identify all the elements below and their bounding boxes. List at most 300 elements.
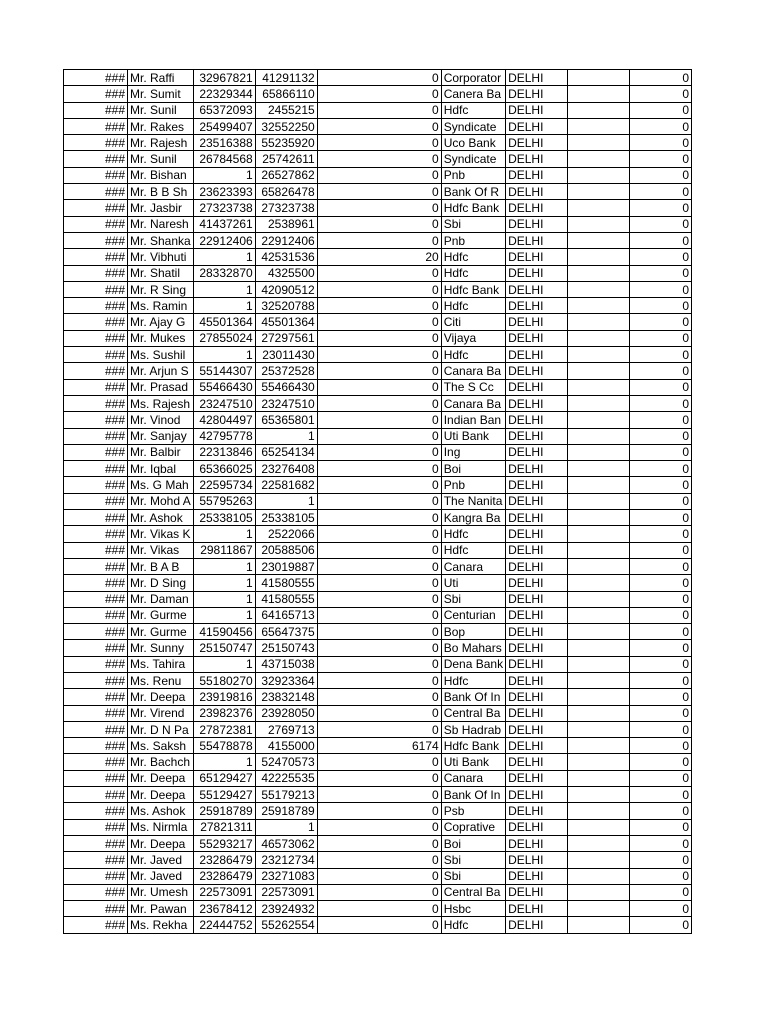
city-cell[interactable]: DELHI — [506, 70, 568, 86]
value-cell[interactable]: 0 — [630, 444, 692, 460]
date-cell[interactable]: ### — [64, 558, 128, 574]
blank-cell[interactable] — [568, 819, 630, 835]
phone-1-cell[interactable]: 25918789 — [193, 803, 255, 819]
city-cell[interactable]: DELHI — [506, 901, 568, 917]
phone-2-cell[interactable]: 1 — [255, 819, 317, 835]
blank-cell[interactable] — [568, 200, 630, 216]
value-cell[interactable]: 0 — [630, 819, 692, 835]
amount-cell[interactable]: 0 — [317, 167, 441, 183]
value-cell[interactable]: 0 — [630, 787, 692, 803]
bank-cell[interactable]: Hdfc — [441, 542, 505, 558]
date-cell[interactable]: ### — [64, 200, 128, 216]
name-cell[interactable]: Mr. Bachch — [128, 754, 194, 770]
bank-cell[interactable]: The Nanita — [441, 493, 505, 509]
date-cell[interactable]: ### — [64, 656, 128, 672]
amount-cell[interactable]: 0 — [317, 640, 441, 656]
blank-cell[interactable] — [568, 281, 630, 297]
date-cell[interactable]: ### — [64, 754, 128, 770]
amount-cell[interactable]: 0 — [317, 493, 441, 509]
blank-cell[interactable] — [568, 363, 630, 379]
blank-cell[interactable] — [568, 656, 630, 672]
phone-1-cell[interactable]: 23286479 — [193, 852, 255, 868]
date-cell[interactable]: ### — [64, 542, 128, 558]
city-cell[interactable]: DELHI — [506, 363, 568, 379]
phone-2-cell[interactable]: 32520788 — [255, 298, 317, 314]
name-cell[interactable]: Mr. B B Sh — [128, 184, 194, 200]
value-cell[interactable]: 0 — [630, 281, 692, 297]
date-cell[interactable]: ### — [64, 102, 128, 118]
city-cell[interactable]: DELHI — [506, 477, 568, 493]
name-cell[interactable]: Ms. Rekha — [128, 917, 194, 933]
phone-1-cell[interactable]: 65129427 — [193, 770, 255, 786]
bank-cell[interactable]: Psb — [441, 803, 505, 819]
amount-cell[interactable]: 0 — [317, 770, 441, 786]
date-cell[interactable]: ### — [64, 216, 128, 232]
phone-2-cell[interactable]: 4155000 — [255, 738, 317, 754]
value-cell[interactable]: 0 — [630, 868, 692, 884]
name-cell[interactable]: Mr. R Sing — [128, 281, 194, 297]
value-cell[interactable]: 0 — [630, 151, 692, 167]
bank-cell[interactable]: Hdfc Bank — [441, 738, 505, 754]
name-cell[interactable]: Mr. Vikas K — [128, 526, 194, 542]
phone-1-cell[interactable]: 23516388 — [193, 135, 255, 151]
value-cell[interactable]: 0 — [630, 167, 692, 183]
name-cell[interactable]: Mr. Sunil — [128, 102, 194, 118]
blank-cell[interactable] — [568, 689, 630, 705]
phone-1-cell[interactable]: 55180270 — [193, 672, 255, 688]
name-cell[interactable]: Mr. Umesh — [128, 884, 194, 900]
name-cell[interactable]: Mr. Mukes — [128, 330, 194, 346]
amount-cell[interactable]: 0 — [317, 330, 441, 346]
phone-2-cell[interactable]: 23247510 — [255, 395, 317, 411]
name-cell[interactable]: Mr. Rakes — [128, 118, 194, 134]
amount-cell[interactable]: 0 — [317, 575, 441, 591]
date-cell[interactable]: ### — [64, 689, 128, 705]
city-cell[interactable]: DELHI — [506, 86, 568, 102]
name-cell[interactable]: Mr. Vinod — [128, 412, 194, 428]
city-cell[interactable]: DELHI — [506, 819, 568, 835]
bank-cell[interactable]: Pnb — [441, 477, 505, 493]
city-cell[interactable]: DELHI — [506, 738, 568, 754]
name-cell[interactable]: Mr. Vikas — [128, 542, 194, 558]
blank-cell[interactable] — [568, 607, 630, 623]
amount-cell[interactable]: 0 — [317, 151, 441, 167]
amount-cell[interactable]: 0 — [317, 379, 441, 395]
bank-cell[interactable]: Bank Of R — [441, 184, 505, 200]
blank-cell[interactable] — [568, 118, 630, 134]
phone-1-cell[interactable]: 1 — [193, 249, 255, 265]
amount-cell[interactable]: 0 — [317, 412, 441, 428]
blank-cell[interactable] — [568, 803, 630, 819]
phone-2-cell[interactable]: 43715038 — [255, 656, 317, 672]
date-cell[interactable]: ### — [64, 363, 128, 379]
phone-1-cell[interactable]: 55129427 — [193, 787, 255, 803]
bank-cell[interactable]: Hdfc — [441, 347, 505, 363]
date-cell[interactable]: ### — [64, 672, 128, 688]
name-cell[interactable]: Mr. Sumit — [128, 86, 194, 102]
amount-cell[interactable]: 0 — [317, 86, 441, 102]
value-cell[interactable]: 0 — [630, 265, 692, 281]
value-cell[interactable]: 0 — [630, 852, 692, 868]
amount-cell[interactable]: 0 — [317, 835, 441, 851]
phone-2-cell[interactable]: 20588506 — [255, 542, 317, 558]
phone-1-cell[interactable]: 23247510 — [193, 395, 255, 411]
blank-cell[interactable] — [568, 852, 630, 868]
blank-cell[interactable] — [568, 330, 630, 346]
phone-1-cell[interactable]: 42804497 — [193, 412, 255, 428]
value-cell[interactable]: 0 — [630, 901, 692, 917]
value-cell[interactable]: 0 — [630, 249, 692, 265]
name-cell[interactable]: Mr. B A B — [128, 558, 194, 574]
phone-1-cell[interactable]: 23678412 — [193, 901, 255, 917]
bank-cell[interactable]: Hdfc — [441, 102, 505, 118]
date-cell[interactable]: ### — [64, 607, 128, 623]
blank-cell[interactable] — [568, 738, 630, 754]
phone-1-cell[interactable]: 55144307 — [193, 363, 255, 379]
city-cell[interactable]: DELHI — [506, 200, 568, 216]
name-cell[interactable]: Mr. Deepa — [128, 770, 194, 786]
phone-2-cell[interactable]: 52470573 — [255, 754, 317, 770]
bank-cell[interactable]: Vijaya — [441, 330, 505, 346]
value-cell[interactable]: 0 — [630, 379, 692, 395]
blank-cell[interactable] — [568, 526, 630, 542]
amount-cell[interactable]: 20 — [317, 249, 441, 265]
phone-2-cell[interactable]: 27297561 — [255, 330, 317, 346]
phone-2-cell[interactable]: 42531536 — [255, 249, 317, 265]
value-cell[interactable]: 0 — [630, 428, 692, 444]
amount-cell[interactable]: 0 — [317, 542, 441, 558]
date-cell[interactable]: ### — [64, 151, 128, 167]
amount-cell[interactable]: 0 — [317, 232, 441, 248]
blank-cell[interactable] — [568, 167, 630, 183]
phone-2-cell[interactable]: 64165713 — [255, 607, 317, 623]
phone-1-cell[interactable]: 22912406 — [193, 232, 255, 248]
name-cell[interactable]: Mr. Deepa — [128, 689, 194, 705]
bank-cell[interactable]: Boi — [441, 835, 505, 851]
date-cell[interactable]: ### — [64, 884, 128, 900]
name-cell[interactable]: Mr. Sanjay — [128, 428, 194, 444]
name-cell[interactable]: Mr. Iqbal — [128, 461, 194, 477]
phone-2-cell[interactable]: 27323738 — [255, 200, 317, 216]
phone-2-cell[interactable]: 22573091 — [255, 884, 317, 900]
phone-1-cell[interactable]: 1 — [193, 347, 255, 363]
date-cell[interactable]: ### — [64, 624, 128, 640]
blank-cell[interactable] — [568, 884, 630, 900]
amount-cell[interactable]: 0 — [317, 477, 441, 493]
city-cell[interactable]: DELHI — [506, 770, 568, 786]
date-cell[interactable]: ### — [64, 167, 128, 183]
bank-cell[interactable]: Hdfc — [441, 672, 505, 688]
city-cell[interactable]: DELHI — [506, 428, 568, 444]
phone-1-cell[interactable]: 27872381 — [193, 721, 255, 737]
phone-1-cell[interactable]: 65366025 — [193, 461, 255, 477]
name-cell[interactable]: Mr. Bishan — [128, 167, 194, 183]
value-cell[interactable]: 0 — [630, 330, 692, 346]
value-cell[interactable]: 0 — [630, 672, 692, 688]
phone-1-cell[interactable]: 28332870 — [193, 265, 255, 281]
name-cell[interactable]: Mr. Pawan — [128, 901, 194, 917]
city-cell[interactable]: DELHI — [506, 558, 568, 574]
phone-2-cell[interactable]: 65866110 — [255, 86, 317, 102]
date-cell[interactable]: ### — [64, 118, 128, 134]
date-cell[interactable]: ### — [64, 249, 128, 265]
value-cell[interactable]: 0 — [630, 298, 692, 314]
bank-cell[interactable]: Pnb — [441, 167, 505, 183]
value-cell[interactable]: 0 — [630, 607, 692, 623]
date-cell[interactable]: ### — [64, 428, 128, 444]
phone-2-cell[interactable]: 23832148 — [255, 689, 317, 705]
city-cell[interactable]: DELHI — [506, 379, 568, 395]
date-cell[interactable]: ### — [64, 575, 128, 591]
name-cell[interactable]: Ms. Saksh — [128, 738, 194, 754]
value-cell[interactable]: 0 — [630, 86, 692, 102]
blank-cell[interactable] — [568, 102, 630, 118]
amount-cell[interactable]: 0 — [317, 298, 441, 314]
blank-cell[interactable] — [568, 591, 630, 607]
bank-cell[interactable]: Hdfc — [441, 249, 505, 265]
value-cell[interactable]: 0 — [630, 803, 692, 819]
name-cell[interactable]: Mr. Prasad — [128, 379, 194, 395]
amount-cell[interactable]: 0 — [317, 347, 441, 363]
city-cell[interactable]: DELHI — [506, 624, 568, 640]
name-cell[interactable]: Mr. Raffi — [128, 70, 194, 86]
phone-2-cell[interactable]: 25372528 — [255, 363, 317, 379]
amount-cell[interactable]: 0 — [317, 787, 441, 803]
phone-2-cell[interactable]: 55262554 — [255, 917, 317, 933]
city-cell[interactable]: DELHI — [506, 135, 568, 151]
phone-1-cell[interactable]: 42795778 — [193, 428, 255, 444]
name-cell[interactable]: Mr. Javed — [128, 852, 194, 868]
bank-cell[interactable]: Hdfc Bank — [441, 281, 505, 297]
city-cell[interactable]: DELHI — [506, 640, 568, 656]
phone-1-cell[interactable]: 1 — [193, 754, 255, 770]
bank-cell[interactable]: Centurian — [441, 607, 505, 623]
value-cell[interactable]: 0 — [630, 216, 692, 232]
date-cell[interactable]: ### — [64, 510, 128, 526]
bank-cell[interactable]: Hdfc — [441, 917, 505, 933]
value-cell[interactable]: 0 — [630, 363, 692, 379]
blank-cell[interactable] — [568, 868, 630, 884]
city-cell[interactable]: DELHI — [506, 542, 568, 558]
date-cell[interactable]: ### — [64, 770, 128, 786]
date-cell[interactable]: ### — [64, 86, 128, 102]
phone-1-cell[interactable]: 1 — [193, 575, 255, 591]
city-cell[interactable]: DELHI — [506, 884, 568, 900]
phone-1-cell[interactable]: 22329344 — [193, 86, 255, 102]
value-cell[interactable]: 0 — [630, 917, 692, 933]
value-cell[interactable]: 0 — [630, 412, 692, 428]
blank-cell[interactable] — [568, 428, 630, 444]
blank-cell[interactable] — [568, 314, 630, 330]
phone-1-cell[interactable]: 27821311 — [193, 819, 255, 835]
blank-cell[interactable] — [568, 721, 630, 737]
city-cell[interactable]: DELHI — [506, 787, 568, 803]
name-cell[interactable]: Mr. Rajesh — [128, 135, 194, 151]
amount-cell[interactable]: 0 — [317, 624, 441, 640]
blank-cell[interactable] — [568, 575, 630, 591]
date-cell[interactable]: ### — [64, 347, 128, 363]
date-cell[interactable]: ### — [64, 787, 128, 803]
phone-1-cell[interactable]: 55795263 — [193, 493, 255, 509]
amount-cell[interactable]: 0 — [317, 884, 441, 900]
amount-cell[interactable]: 0 — [317, 803, 441, 819]
amount-cell[interactable]: 0 — [317, 461, 441, 477]
city-cell[interactable]: DELHI — [506, 721, 568, 737]
city-cell[interactable]: DELHI — [506, 151, 568, 167]
city-cell[interactable]: DELHI — [506, 461, 568, 477]
name-cell[interactable]: Mr. Arjun S — [128, 363, 194, 379]
phone-1-cell[interactable]: 29811867 — [193, 542, 255, 558]
phone-1-cell[interactable]: 1 — [193, 526, 255, 542]
phone-2-cell[interactable]: 22912406 — [255, 232, 317, 248]
name-cell[interactable]: Ms. Ashok — [128, 803, 194, 819]
bank-cell[interactable]: Boi — [441, 461, 505, 477]
amount-cell[interactable]: 0 — [317, 656, 441, 672]
name-cell[interactable]: Mr. Mohd A — [128, 493, 194, 509]
bank-cell[interactable]: Uti Bank — [441, 754, 505, 770]
bank-cell[interactable]: Citi — [441, 314, 505, 330]
city-cell[interactable]: DELHI — [506, 754, 568, 770]
bank-cell[interactable]: Central Ba — [441, 705, 505, 721]
city-cell[interactable]: DELHI — [506, 607, 568, 623]
bank-cell[interactable]: Sbi — [441, 868, 505, 884]
phone-2-cell[interactable]: 25742611 — [255, 151, 317, 167]
date-cell[interactable]: ### — [64, 901, 128, 917]
city-cell[interactable]: DELHI — [506, 314, 568, 330]
name-cell[interactable]: Mr. Javed — [128, 868, 194, 884]
blank-cell[interactable] — [568, 265, 630, 281]
phone-2-cell[interactable]: 32923364 — [255, 672, 317, 688]
name-cell[interactable]: Mr. D N Pa — [128, 721, 194, 737]
city-cell[interactable]: DELHI — [506, 265, 568, 281]
amount-cell[interactable]: 0 — [317, 184, 441, 200]
bank-cell[interactable]: Hdfc — [441, 265, 505, 281]
phone-1-cell[interactable]: 23286479 — [193, 868, 255, 884]
bank-cell[interactable]: Sbi — [441, 216, 505, 232]
date-cell[interactable]: ### — [64, 135, 128, 151]
name-cell[interactable]: Mr. Ajay G — [128, 314, 194, 330]
name-cell[interactable]: Mr. Virend — [128, 705, 194, 721]
name-cell[interactable]: Mr. Sunny — [128, 640, 194, 656]
blank-cell[interactable] — [568, 770, 630, 786]
date-cell[interactable]: ### — [64, 917, 128, 933]
city-cell[interactable]: DELHI — [506, 444, 568, 460]
city-cell[interactable]: DELHI — [506, 852, 568, 868]
name-cell[interactable]: Mr. Ashok — [128, 510, 194, 526]
amount-cell[interactable]: 0 — [317, 672, 441, 688]
value-cell[interactable]: 0 — [630, 510, 692, 526]
phone-2-cell[interactable]: 25338105 — [255, 510, 317, 526]
phone-1-cell[interactable]: 55466430 — [193, 379, 255, 395]
value-cell[interactable]: 0 — [630, 314, 692, 330]
amount-cell[interactable]: 0 — [317, 363, 441, 379]
amount-cell[interactable]: 0 — [317, 510, 441, 526]
date-cell[interactable]: ### — [64, 412, 128, 428]
name-cell[interactable]: Ms. Tahira — [128, 656, 194, 672]
date-cell[interactable]: ### — [64, 835, 128, 851]
phone-2-cell[interactable]: 41580555 — [255, 591, 317, 607]
date-cell[interactable]: ### — [64, 819, 128, 835]
phone-2-cell[interactable]: 55466430 — [255, 379, 317, 395]
city-cell[interactable]: DELHI — [506, 298, 568, 314]
blank-cell[interactable] — [568, 151, 630, 167]
bank-cell[interactable]: Dena Bank — [441, 656, 505, 672]
amount-cell[interactable]: 0 — [317, 819, 441, 835]
date-cell[interactable]: ### — [64, 493, 128, 509]
bank-cell[interactable]: Bo Mahars — [441, 640, 505, 656]
date-cell[interactable]: ### — [64, 461, 128, 477]
blank-cell[interactable] — [568, 705, 630, 721]
date-cell[interactable]: ### — [64, 314, 128, 330]
city-cell[interactable]: DELHI — [506, 249, 568, 265]
name-cell[interactable]: Mr. Naresh — [128, 216, 194, 232]
date-cell[interactable]: ### — [64, 705, 128, 721]
bank-cell[interactable]: Hsbc — [441, 901, 505, 917]
bank-cell[interactable]: The S Cc — [441, 379, 505, 395]
phone-2-cell[interactable]: 25150743 — [255, 640, 317, 656]
amount-cell[interactable]: 0 — [317, 901, 441, 917]
blank-cell[interactable] — [568, 249, 630, 265]
bank-cell[interactable]: Kangra Ba — [441, 510, 505, 526]
value-cell[interactable]: 0 — [630, 705, 692, 721]
city-cell[interactable]: DELHI — [506, 672, 568, 688]
amount-cell[interactable]: 0 — [317, 607, 441, 623]
blank-cell[interactable] — [568, 412, 630, 428]
bank-cell[interactable]: Syndicate — [441, 151, 505, 167]
city-cell[interactable]: DELHI — [506, 510, 568, 526]
value-cell[interactable]: 0 — [630, 70, 692, 86]
date-cell[interactable]: ### — [64, 444, 128, 460]
phone-2-cell[interactable]: 23928050 — [255, 705, 317, 721]
bank-cell[interactable]: Canara — [441, 770, 505, 786]
city-cell[interactable]: DELHI — [506, 395, 568, 411]
value-cell[interactable]: 0 — [630, 689, 692, 705]
blank-cell[interactable] — [568, 379, 630, 395]
value-cell[interactable]: 0 — [630, 656, 692, 672]
amount-cell[interactable]: 0 — [317, 428, 441, 444]
name-cell[interactable]: Ms. Renu — [128, 672, 194, 688]
phone-2-cell[interactable]: 22581682 — [255, 477, 317, 493]
name-cell[interactable]: Ms. Sushil — [128, 347, 194, 363]
city-cell[interactable]: DELHI — [506, 705, 568, 721]
phone-2-cell[interactable]: 23212734 — [255, 852, 317, 868]
amount-cell[interactable]: 0 — [317, 135, 441, 151]
phone-2-cell[interactable]: 65647375 — [255, 624, 317, 640]
bank-cell[interactable]: Syndicate — [441, 118, 505, 134]
blank-cell[interactable] — [568, 672, 630, 688]
name-cell[interactable]: Mr. Deepa — [128, 787, 194, 803]
value-cell[interactable]: 0 — [630, 721, 692, 737]
amount-cell[interactable]: 0 — [317, 721, 441, 737]
name-cell[interactable]: Mr. Gurme — [128, 607, 194, 623]
amount-cell[interactable]: 6174 — [317, 738, 441, 754]
phone-2-cell[interactable]: 42090512 — [255, 281, 317, 297]
amount-cell[interactable]: 0 — [317, 395, 441, 411]
date-cell[interactable]: ### — [64, 803, 128, 819]
city-cell[interactable]: DELHI — [506, 917, 568, 933]
value-cell[interactable]: 0 — [630, 542, 692, 558]
city-cell[interactable]: DELHI — [506, 526, 568, 542]
phone-1-cell[interactable]: 1 — [193, 167, 255, 183]
blank-cell[interactable] — [568, 624, 630, 640]
bank-cell[interactable]: Sb Hadrab — [441, 721, 505, 737]
bank-cell[interactable]: Sbi — [441, 591, 505, 607]
phone-2-cell[interactable]: 1 — [255, 493, 317, 509]
value-cell[interactable]: 0 — [630, 232, 692, 248]
date-cell[interactable]: ### — [64, 395, 128, 411]
phone-1-cell[interactable]: 32967821 — [193, 70, 255, 86]
bank-cell[interactable]: Indian Ban — [441, 412, 505, 428]
